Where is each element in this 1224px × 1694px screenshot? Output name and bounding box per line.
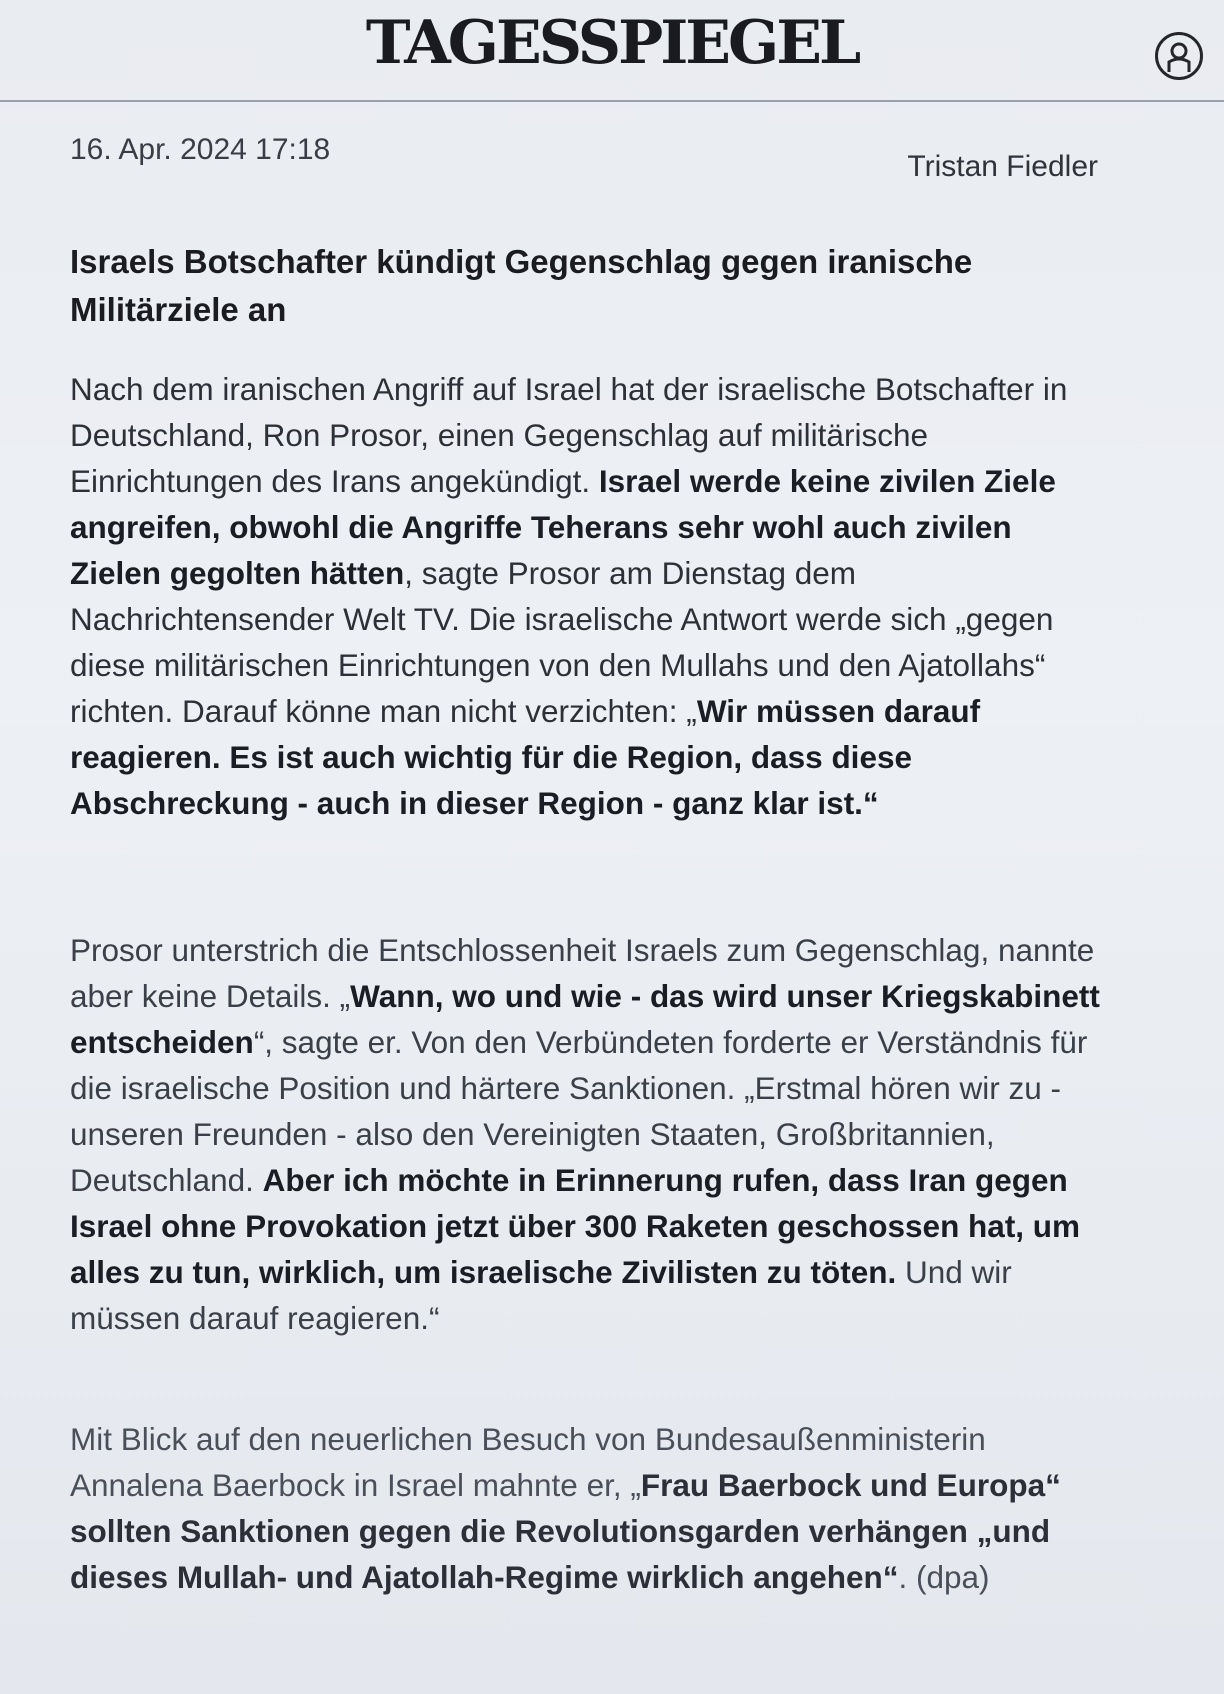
text-run: , sagte Prosor am Dienstag dem Nachrichtensender Welt TV. Die israelische Antwort werde sich „gegen diese militärischen Einrichtungen von den Mullahs und den Ajatollahs“ richten. Darauf könne man nicht verzichten: „ (70, 555, 1054, 729)
text-run: Und wir müssen darauf reagieren.“ (70, 1254, 1012, 1336)
article-headline: Israels Botschafter kündigt Gegenschlag gegen iranische Militärziele an (70, 243, 973, 328)
text-run: Prosor unterstrich die Entschlossenheit Israels zum Gegenschlag, nannte aber keine Details. „ (70, 932, 1095, 1014)
site-header (0, 0, 1224, 102)
bold-quote: Wir müssen darauf reagieren. Es ist auch wichtig für die Region, dass diese Abschreckung - auch in dieser Region - ganz klar ist.“ (70, 693, 981, 821)
article-date: 16. Apr. 2024 17:18 (70, 133, 331, 166)
user-icon (1165, 40, 1193, 72)
site-logo[interactable]: TAGESSPIEGEL (365, 8, 859, 78)
article-paragraph-3 (70, 1416, 1100, 1600)
bold-quote: Frau Baerbock und Europa“ sollten Sanktionen gegen die Revolutionsgarden verhängen „und dieses Mullah- und Ajatollah-Regime wirklich angehen“ (70, 1467, 1061, 1595)
bold-quote: Israel werde keine zivilen Ziele angreifen, obwohl die Angriffe Teherans sehr wohl auch zivilen Zielen gegolten hätten (70, 463, 1056, 591)
text-run: Mit Blick auf den neuerlichen Besuch von Bundesaußenministerin Annalena Baerbock in Israel mahnte er, „ (70, 1421, 986, 1503)
account-button[interactable] (1155, 32, 1203, 80)
text-run: Nach dem iranischen Angriff auf Israel hat der israelische Botschafter in Deutschland, Ron Prosor, einen Gegenschlag auf militärische Einrichtungen des Irans angekündigt. (70, 371, 1068, 499)
text-run: “, sagte er. Von den Verbündeten forderte er Verständnis für die israelische Position und härtere Sanktionen. „Erstmal hören wir zu - unseren Freunden - also den Vereinigten Staaten, Großbritannien, Deutschland. (70, 1024, 1088, 1198)
bold-quote: Aber ich möchte in Erinnerung rufen, dass Iran gegen Israel ohne Provokation jetzt über 300 Raketen geschossen hat, um alles zu tun, wirklich, um israelische Zivilisten zu töten. (70, 1162, 1081, 1290)
article-paragraph-1 (70, 366, 1100, 826)
article-paragraph-2 (70, 927, 1100, 1341)
bold-quote: Wann, wo und wie - das wird unser Kriegskabinett entscheiden (70, 978, 1100, 1060)
text-run: . (dpa) (898, 1559, 990, 1595)
article-author[interactable]: Tristan Fiedler (907, 150, 1098, 183)
